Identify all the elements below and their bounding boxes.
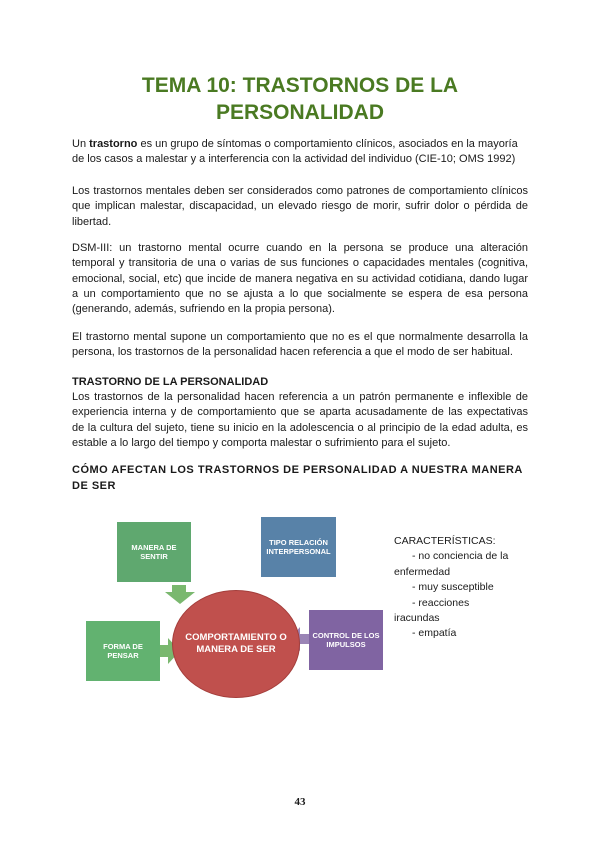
characteristic-item-3-cont: iracundas xyxy=(394,612,440,625)
center-circle-behaviour xyxy=(172,590,300,698)
page-number: 43 xyxy=(294,796,306,808)
center-circle-label: COMPORTAMIENTO O MANERA DE SER xyxy=(185,632,287,655)
characteristics-title: CARACTERÍSTICAS: xyxy=(394,535,496,547)
characteristics-list xyxy=(394,534,534,642)
box-forma-de-pensar-label: FORMA DE PENSAR xyxy=(103,642,143,660)
title-line-1: TEMA 10: TRASTORNOS DE LA xyxy=(141,74,459,97)
characteristic-item-1: - no conciencia de la xyxy=(412,550,509,563)
characteristic-item-1-cont: enfermedad xyxy=(394,565,451,578)
box-control-impulsos-label: CONTROL DE LOS IMPULSOS xyxy=(312,631,380,649)
arrow-sentir xyxy=(165,585,195,604)
section-title-personality-disorder: TRASTORNO DE LA PERSONALIDAD xyxy=(72,376,269,388)
intro-rest: es un grupo de síntomas o comportamiento clínicos, asociados en la mayoría de los casos a malestar y a interferencia con la actividad del individuo (CIE-10; OMS 1992) xyxy=(72,138,518,166)
box-tipo-relacion-label: TIPO RELACIÓN INTERPERSONAL xyxy=(266,538,331,556)
heading-how-disorders-affect: CÓMO AFECTAN LOS TRASTORNOS DE PERSONALIDAD A NUESTRA MANERA DE SER xyxy=(72,464,523,492)
box-forma-de-pensar xyxy=(86,621,160,681)
box-manera-de-sentir xyxy=(117,522,191,582)
intro-bold-term: trastorno xyxy=(89,138,138,150)
characteristic-item-3: - reacciones xyxy=(412,596,470,609)
box-control-impulsos xyxy=(309,610,383,670)
paragraph-dsm3: DSM-III: un trastorno mental ocurre cuando en la persona se produce una alteración temporal y transitoria de una o varias de sus funciones o capacidades mentales (cognitiva, emocional, social, etc) que incide de manera negativa en su actividad cotidiana, dando lugar a un comportamiento que no se ajusta a lo que socialmente se espera de esa persona (generando, además, sufriendo en la propia persona). xyxy=(72,242,528,316)
paragraph-personality-disorder: Los trastornos de la personalidad hacen referencia a un patrón permanente e inflexible de experiencia interna y de comportamiento que se aparta acusadamente de las expectativas de la cultura del sujeto, tiene su inicio en la adolescencia o al principio de la edad adulta, es estable a lo largo del tiempo y comporta malestar o sufrimiento para el sujeto. xyxy=(72,391,528,449)
characteristic-item-4: - empatía xyxy=(412,627,457,640)
intro-prefix: Un xyxy=(72,138,90,150)
title-line-2: PERSONALIDAD xyxy=(215,101,384,124)
paragraph-mental-disorders: Los trastornos mentales deben ser considerados como patrones de comportamiento clínicos que implican malestar, discapacidad, un elevado riesgo de morir, sufrir dolor o pérdida de libertad. xyxy=(72,185,528,228)
box-tipo-relacion xyxy=(261,517,336,577)
characteristic-item-2: - muy susceptible xyxy=(412,581,494,594)
box-manera-de-sentir-label: MANERA DE SENTIR xyxy=(131,543,177,561)
paragraph-mental-disorder-behaviour: El trastorno mental supone un comportamiento que no es el que normalmente desarrolla la persona, los trastornos de la personalidad hacen referencia a que el modo de ser habitual. xyxy=(72,331,528,359)
